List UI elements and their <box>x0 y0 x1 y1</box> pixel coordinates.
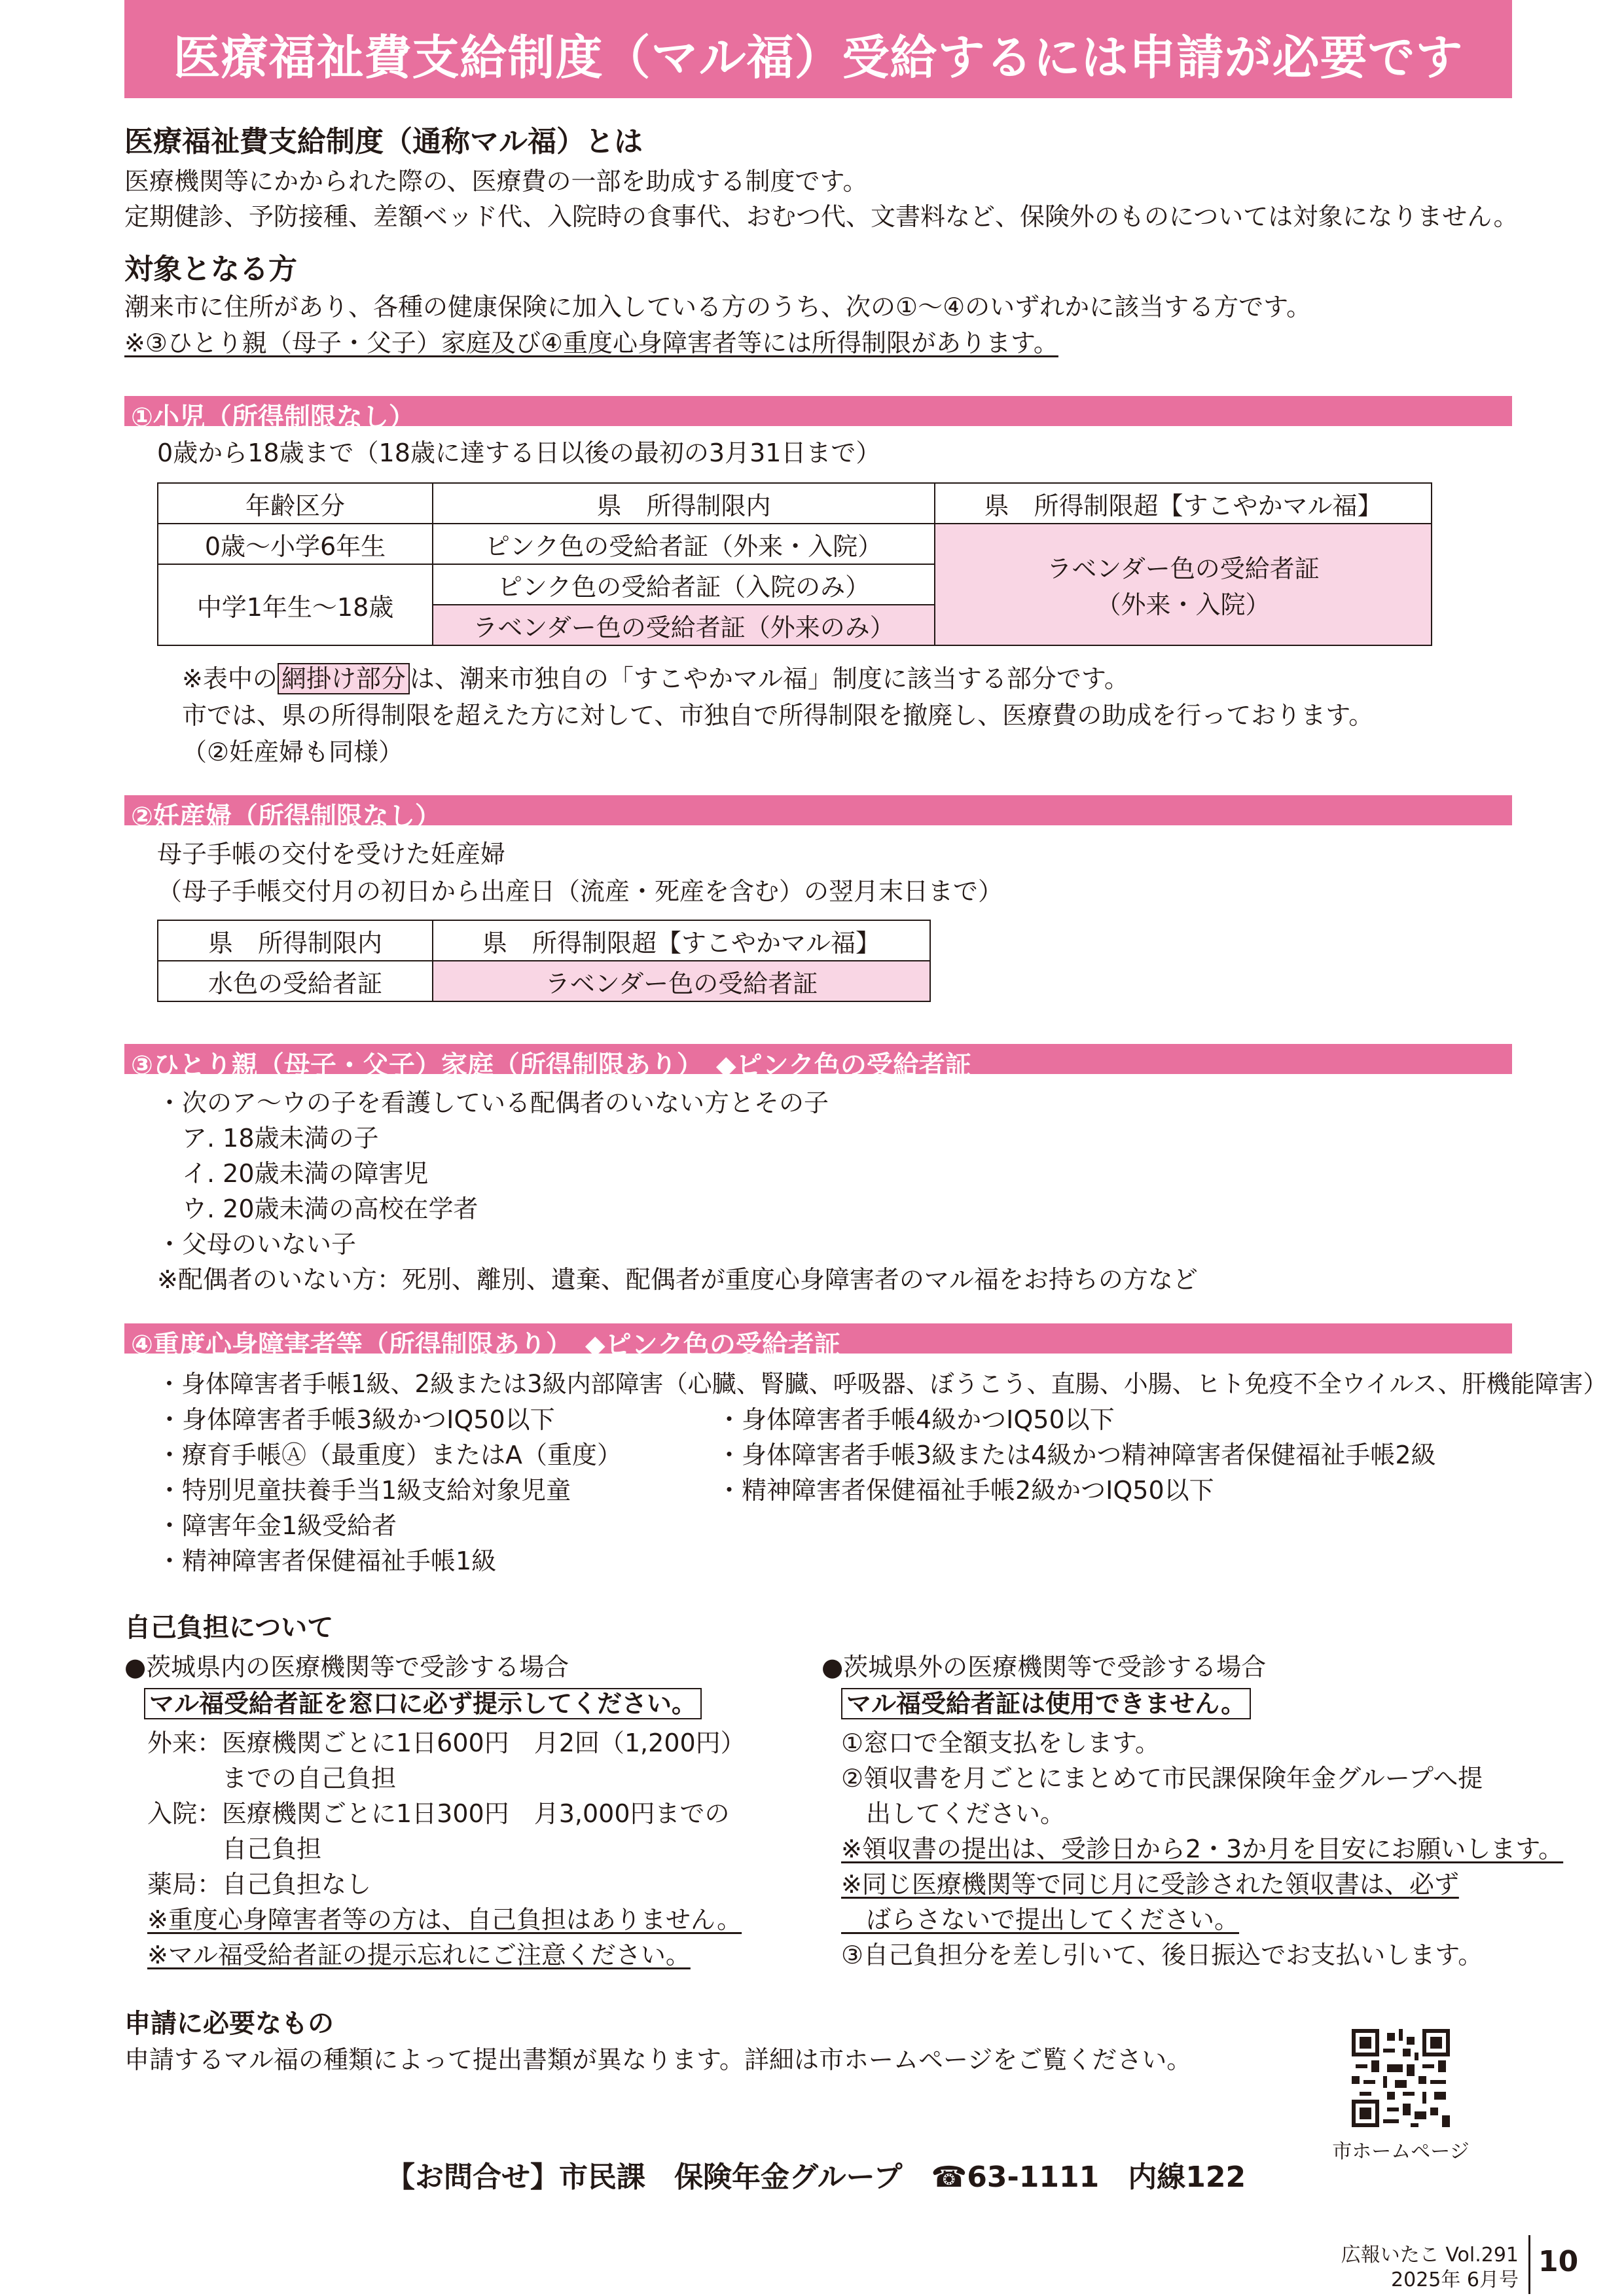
table-header: 年齢区分 <box>158 483 433 524</box>
copay-out-line: ②領収書を月ごとにまとめて市民課保険年金グループへ提 <box>841 1764 1483 1793</box>
section1-desc: 0歳から18歳まで（18歳に達する日以後の最初の3月31日まで） <box>157 439 881 467</box>
list-item: ウ. 20歳未満の高校在学者 <box>182 1194 478 1223</box>
note-text: ※表中の <box>182 664 278 693</box>
table-cell: ピンク色の受給者証（外来・入院） <box>433 524 935 564</box>
copay-heading: 自己負担について <box>124 1613 334 1643</box>
copay-in-line: 薬局：自己負担なし <box>147 1870 372 1899</box>
copay-in-boxed <box>144 1686 702 1721</box>
copay-in-line: 入院：医療機関ごとに1日300円 月3,000円までの <box>147 1799 730 1828</box>
table-header: 県 所得制限超【すこやかマル福】 <box>433 920 930 961</box>
section2-desc-2: （母子手帳交付月の初日から出産日（流産・死産を含む）の翌月末日まで） <box>157 877 1003 906</box>
list-item: ・障害年金1級受給者 <box>157 1511 397 1540</box>
section1-note <box>182 661 1129 696</box>
contact-line: 【お問合せ】市民課 保険年金グループ ☎63-1111 内線122 <box>386 2161 1246 2194</box>
eligibility-line: 潮来市に住所があり、各種の健康保険に加入している方のうち、次の①～④のいずれかに該当する方です。 <box>124 293 1312 321</box>
copay-in-note: ※重度心身障害者等の方は、自己負担はありません。 <box>147 1905 742 1934</box>
qr-label: 市ホームページ <box>1332 2140 1470 2163</box>
list-item: ・身体障害者手帳4級かつIQ50以下 <box>717 1405 1115 1434</box>
page-title: 医療福祉費支給制度（マル福）受給するには申請が必要です <box>173 30 1464 85</box>
table-cell-line: （外来・入院） <box>1096 590 1271 619</box>
copay-out-line: 出してください。 <box>841 1799 1066 1828</box>
copay-in-line: 自己負担 <box>147 1835 322 1863</box>
footer-date: 2025年 6月号 <box>1391 2269 1519 2291</box>
section1-table <box>157 482 1432 646</box>
page-number: 10 <box>1538 2245 1579 2278</box>
list-item: ア. 18歳未満の子 <box>182 1124 379 1153</box>
list-item: ・精神障害者保健福祉手帳1級 <box>157 1547 497 1575</box>
list-item: ・父母のいない子 <box>157 1230 357 1259</box>
section1-note-3: （②妊産婦も同様） <box>182 738 404 766</box>
list-item: ・次のア～ウの子を看護している配偶者のいない方とその子 <box>157 1088 829 1117</box>
section2-table <box>157 920 931 1002</box>
copay-out-note: ※領収書の提出は、受診日から2・3か月を目安にお願いします。 <box>841 1835 1564 1863</box>
copay-out-note: ※同じ医療機関等で同じ月に受診された領収書は、必ず <box>841 1870 1459 1899</box>
section1-note-2: 市では、県の所得制限を超えた方に対して、市独自で所得制限を撤廃し、医療費の助成を行っております。 <box>182 701 1374 730</box>
list-item: ※配偶者のいない方：死別、離別、遺棄、配偶者が重度心身障害者のマル福をお持ちの方など <box>157 1265 1198 1294</box>
list-item: ・精神障害者保健福祉手帳2級かつIQ50以下 <box>717 1476 1214 1505</box>
copay-out-title: ●茨城県外の医療機関等で受診する場合 <box>821 1653 1267 1681</box>
apply-heading: 申請に必要なもの <box>124 2009 334 2039</box>
list-item: ・療育手帳Ⓐ（最重度）またはA（重度） <box>157 1441 622 1469</box>
eligibility-note: ※③ひとり親（母子・父子）家庭及び④重度心身障害者等には所得制限があります。 <box>124 329 1058 357</box>
copay-in-title: ●茨城県内の医療機関等で受診する場合 <box>124 1653 569 1681</box>
qr-code-icon[interactable] <box>1352 2029 1450 2127</box>
section2-desc-1: 母子手帳の交付を受けた妊産婦 <box>157 840 506 869</box>
section1-title: ①小児（所得制限なし） <box>131 403 415 433</box>
intro-line-1: 医療機関等にかかられた際の、医療費の一部を助成する制度です。 <box>124 167 868 196</box>
section2-title: ②妊産婦（所得制限なし） <box>131 802 441 832</box>
table-header: 県 所得制限超【すこやかマル福】 <box>935 483 1432 524</box>
list-item: ・身体障害者手帳1級、2級または3級内部障害（心臓、腎臓、呼吸器、ぼうこう、直腸、小腸、ヒト免疫不全ウイルス、肝機能障害） <box>157 1370 1608 1398</box>
table-cell: ピンク色の受給者証（入院のみ） <box>433 564 935 605</box>
intro-heading: 医療福祉費支給制度（通称マル福）とは <box>124 125 643 158</box>
shaded-sample: 網掛け部分 <box>278 663 410 694</box>
list-item: ・身体障害者手帳3級または4級かつ精神障害者保健福祉手帳2級 <box>717 1441 1436 1469</box>
copay-out-note: ばらさないで提出してください。 <box>841 1905 1240 1934</box>
footer-publication: 広報いたこ Vol.291 <box>1341 2244 1519 2267</box>
table-cell: 中学1年生～18歳 <box>158 564 433 645</box>
section4-title: ④重度心身障害者等（所得制限あり） ◆ピンク色の受給者証 <box>131 1330 840 1360</box>
table-cell: 水色の受給者証 <box>158 961 433 1001</box>
boxed-notice: マル福受給者証を窓口に必ず提示してください。 <box>144 1688 702 1719</box>
note-text: は、潮来市独自の「すこやかマル福」制度に該当する部分です。 <box>409 664 1129 693</box>
table-cell-shaded <box>935 524 1432 645</box>
section3-title: ③ひとり親（母子・父子）家庭（所得制限あり） ◆ピンク色の受給者証 <box>131 1050 971 1081</box>
copay-in-line: までの自己負担 <box>147 1764 397 1793</box>
copay-out-line: ①窓口で全額支払をします。 <box>841 1729 1161 1757</box>
table-cell-line: ラベンダー色の受給者証 <box>1047 554 1320 583</box>
copay-out-boxed <box>841 1686 1251 1721</box>
list-item: ・特別児童扶養手当1級支給対象児童 <box>157 1476 571 1505</box>
list-item: イ. 20歳未満の障害児 <box>182 1159 429 1188</box>
boxed-notice: マル福受給者証は使用できません。 <box>841 1688 1251 1719</box>
table-cell-shaded: ラベンダー色の受給者証（外来のみ） <box>433 605 935 645</box>
copay-out-line: ③自己負担分を差し引いて、後日振込でお支払いします。 <box>841 1941 1483 1969</box>
intro-line-2: 定期健診、予防接種、差額ベッド代、入院時の食事代、おむつ代、文書料など、保険外のものについては対象になりません。 <box>124 202 1519 231</box>
table-cell-shaded: ラベンダー色の受給者証 <box>433 961 930 1001</box>
table-header: 県 所得制限内 <box>433 483 935 524</box>
copay-in-note: ※マル福受給者証の提示忘れにご注意ください。 <box>147 1941 691 1969</box>
footer-divider <box>1528 2235 1530 2294</box>
table-cell: 0歳～小学6年生 <box>158 524 433 564</box>
list-item: ・身体障害者手帳3級かつIQ50以下 <box>157 1405 555 1434</box>
copay-in-line: 外来：医療機関ごとに1日600円 月2回（1,200円） <box>147 1729 746 1757</box>
eligibility-heading: 対象となる方 <box>124 253 297 286</box>
table-header: 県 所得制限内 <box>158 920 433 961</box>
apply-text: 申請するマル福の種類によって提出書類が異なります。詳細は市ホームページをご覧ください。 <box>124 2045 1192 2074</box>
